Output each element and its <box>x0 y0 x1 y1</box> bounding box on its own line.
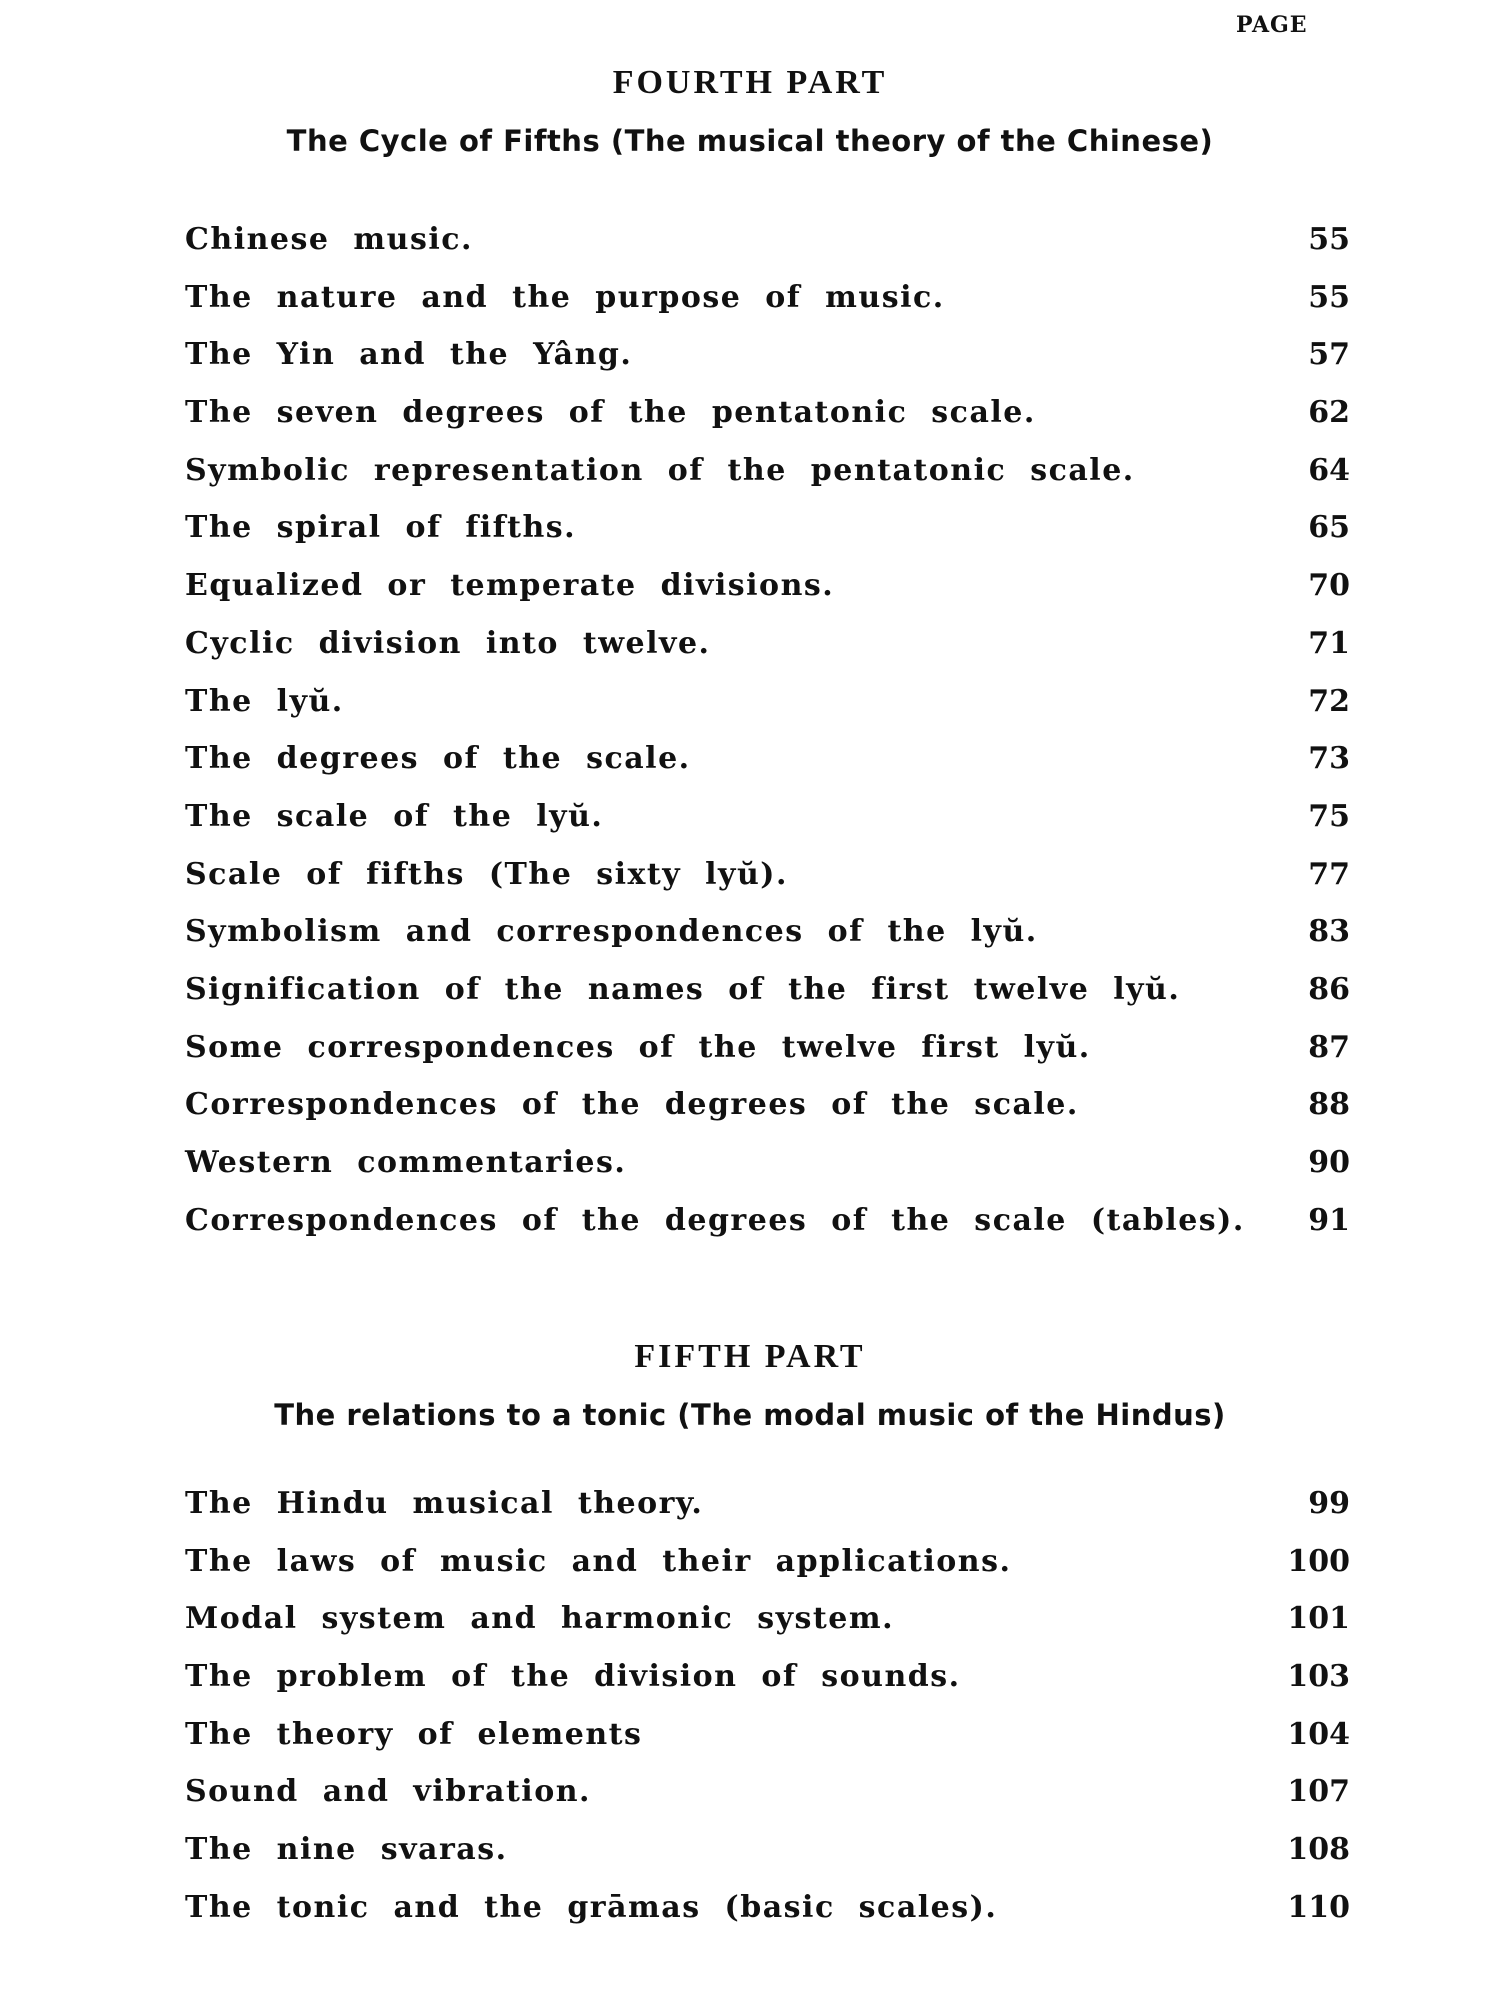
toc-entry-title: The Yin and the Yâng. <box>185 337 633 373</box>
toc-entry-page: 108 <box>1287 1832 1350 1868</box>
toc-entry-title: Symbolic representation of the pentatonic scale. <box>185 452 1135 488</box>
part-subtitle: The relations to a tonic (The modal music of the Hindus) <box>274 1398 1226 1432</box>
toc-entry-page: 107 <box>1287 1774 1350 1810</box>
toc-entry <box>0 1486 1500 1544</box>
part-title: FIFTH PART <box>634 1338 866 1375</box>
part-title: FOURTH PART <box>612 64 888 101</box>
toc-entry <box>0 1659 1500 1717</box>
page-column-header: PAGE <box>1236 12 1308 38</box>
toc-entry-page: 99 <box>1308 1486 1350 1521</box>
toc-entry-page: 104 <box>1287 1716 1350 1752</box>
toc-entry-page: 55 <box>1308 279 1350 315</box>
toc-entry-page: 83 <box>1308 914 1350 950</box>
toc-entry-title: The seven degrees of the pentatonic scale. <box>185 395 1036 431</box>
toc-entry <box>0 1717 1500 1775</box>
toc-entry <box>0 222 1500 280</box>
toc-entry-title: The scale of the lyŭ. <box>185 798 604 834</box>
toc-entry-title: Signification of the names of the first twelve lyŭ. <box>185 971 1181 1007</box>
toc-entry-title: The nine svaras. <box>185 1832 508 1868</box>
toc-entry <box>0 1030 1500 1088</box>
toc-entry-title: The problem of the division of sounds. <box>185 1659 961 1695</box>
toc-entry-page: 88 <box>1308 1087 1350 1123</box>
toc-entry-page: 71 <box>1308 625 1350 661</box>
toc-entry <box>0 453 1500 511</box>
toc-entry-title: The lyŭ. <box>185 683 344 719</box>
toc-entry-page: 90 <box>1308 1145 1350 1180</box>
toc-entry-list <box>0 222 1500 1260</box>
toc-entry-title: The laws of music and their applications. <box>185 1543 1012 1579</box>
toc-entry-title: Some correspondences of the twelve first lyŭ. <box>185 1029 1091 1065</box>
toc-entry-title: Cyclic division into twelve. <box>185 625 711 661</box>
toc-entry <box>0 395 1500 453</box>
toc-entry <box>0 1544 1500 1602</box>
toc-entry-page: 87 <box>1308 1029 1350 1065</box>
toc-entry <box>0 1145 1500 1203</box>
toc-entry-page: 103 <box>1287 1659 1350 1695</box>
toc-entry-page: 64 <box>1308 452 1350 488</box>
toc-entry-title: The tonic and the grāmas (basic scales). <box>185 1889 998 1925</box>
toc-entry-title: Symbolism and correspondences of the lyŭ. <box>185 914 1038 950</box>
toc-entry-title: The Hindu musical theory. <box>185 1486 704 1521</box>
toc-entry-page: 65 <box>1308 510 1350 546</box>
toc-entry-title: The theory of elements <box>185 1716 643 1752</box>
toc-entry <box>0 568 1500 626</box>
toc-entry-page: 86 <box>1308 971 1350 1007</box>
toc-entry <box>0 684 1500 742</box>
toc-entry <box>0 1203 1500 1261</box>
toc-entry <box>0 1087 1500 1145</box>
toc-entry <box>0 857 1500 915</box>
toc-entry-title: Western commentaries. <box>185 1145 627 1180</box>
toc-entry <box>0 1832 1500 1890</box>
toc-entry <box>0 741 1500 799</box>
toc-entry-page: 57 <box>1308 337 1350 373</box>
part-subtitle: The Cycle of Fifths (The musical theory of the Chinese) <box>286 124 1214 158</box>
toc-entry-title: The spiral of fifths. <box>185 510 577 546</box>
toc-entry-title: Scale of fifths (The sixty lyŭ). <box>185 856 788 892</box>
toc-entry-page: 73 <box>1308 741 1350 777</box>
toc-entry-title: Equalized or temperate divisions. <box>185 568 835 604</box>
toc-entry-title: Chinese music. <box>185 222 473 257</box>
toc-entry-title: The degrees of the scale. <box>185 741 691 777</box>
toc-entry <box>0 1601 1500 1659</box>
toc-entry <box>0 510 1500 568</box>
toc-entry <box>0 972 1500 1030</box>
toc-entry <box>0 799 1500 857</box>
toc-entry-title: Correspondences of the degrees of the scale (tables). <box>185 1202 1245 1238</box>
toc-entry-title: Modal system and harmonic system. <box>185 1601 895 1637</box>
toc-entry-title: Sound and vibration. <box>185 1774 591 1810</box>
toc-entry <box>0 914 1500 972</box>
toc-entry-page: 55 <box>1308 222 1350 257</box>
toc-entry <box>0 626 1500 684</box>
toc-entry-title: The nature and the purpose of music. <box>185 279 945 315</box>
toc-entry-page: 101 <box>1287 1601 1350 1637</box>
toc-entry-page: 72 <box>1308 683 1350 719</box>
toc-entry-page: 75 <box>1308 798 1350 834</box>
toc-entry <box>0 280 1500 338</box>
toc-entry <box>0 1774 1500 1832</box>
toc-entry-page: 100 <box>1287 1543 1350 1579</box>
toc-entry-title: Correspondences of the degrees of the scale. <box>185 1087 1079 1123</box>
toc-entry-page: 70 <box>1308 568 1350 604</box>
toc-entry-page: 91 <box>1308 1202 1350 1238</box>
toc-entry-page: 62 <box>1308 395 1350 431</box>
toc-entry-page: 77 <box>1308 856 1350 892</box>
toc-entry-page: 110 <box>1287 1889 1350 1925</box>
toc-entry <box>0 337 1500 395</box>
toc-entry-list <box>0 1486 1500 1948</box>
toc-entry <box>0 1890 1500 1948</box>
